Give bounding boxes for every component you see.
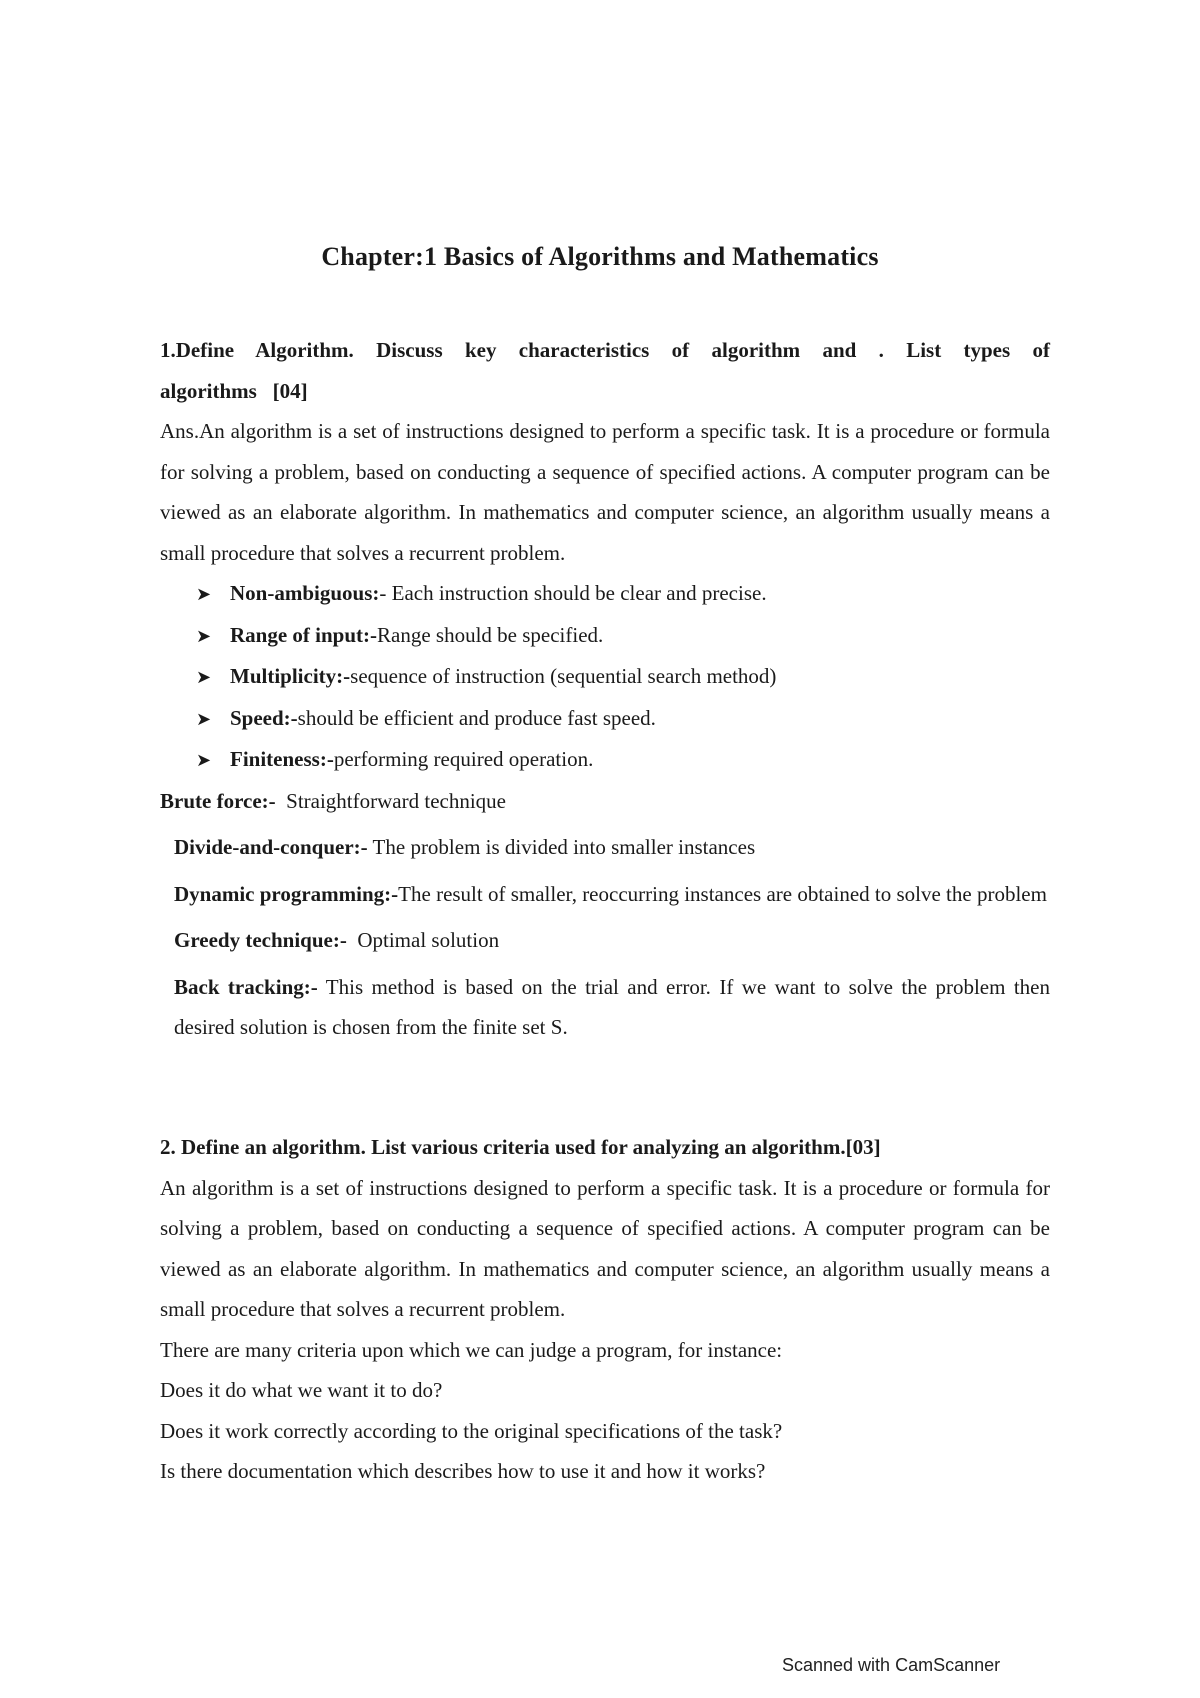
term: Brute force:- <box>160 788 276 813</box>
desc: The result of smaller, reoccurring instances are obtained to solve the problem <box>398 881 1047 906</box>
list-item <box>196 698 1050 740</box>
arrow-bullet-icon: ➤ <box>196 750 212 770</box>
type-dynamic-programming <box>160 874 1050 915</box>
q1-answer: Ans.An algorithm is a set of instructions designed to perform a specific task. It is a procedure or formula for solving a problem, based on conducting a sequence of specified actions. A computer program can be viewed as an elaborate algorithm. In mathematics and computer science, an algorithm usually means a small procedure that solves a recurrent problem. <box>160 419 1050 565</box>
list-item <box>196 656 1050 698</box>
q1-heading-line1: 1.Define Algorithm. Discuss key characteristics of algorithm and . List types of <box>160 338 1050 362</box>
term: Non-ambiguous: <box>230 581 380 605</box>
desc: The problem is divided into smaller instances <box>367 835 756 859</box>
desc: should be efficient and produce fast speed. <box>297 705 656 730</box>
arrow-bullet-icon: ➤ <box>196 667 212 687</box>
desc: This method is based on the trial and error. If we want to solve the problem then desired solution is chosen from the finite set S. <box>174 974 1051 1039</box>
q2-line: Is there documentation which describes how to use it and how it works? <box>160 1459 766 1483</box>
term: Back tracking:- <box>174 974 318 999</box>
term: Dynamic programming:- <box>174 881 399 906</box>
arrow-bullet-icon: ➤ <box>196 625 212 646</box>
desc: Range should be specified. <box>377 622 604 647</box>
type-back-tracking <box>160 967 1050 1048</box>
characteristics-list <box>160 573 1050 781</box>
q2-line: Does it work correctly according to the original specifications of the task? <box>160 1418 783 1443</box>
list-item <box>196 739 1050 781</box>
q1-heading-line2: algorithms [04] <box>160 378 308 403</box>
term: Speed:- <box>230 705 298 730</box>
q2-line: There are many criteria upon which we can judge a program, for instance: <box>160 1337 783 1362</box>
type-divide-and-conquer <box>160 827 1050 868</box>
q2-answer: An algorithm is a set of instructions designed to perform a specific task. It is a procedure or formula for solving a problem, based on conducting a sequence of specified actions. A computer program can be viewed as an elaborate algorithm. In mathematics and computer science, an algorithm usually means a small procedure that solves a recurrent problem. <box>160 1175 1050 1321</box>
desc: Optimal solution <box>346 928 500 952</box>
q2-line: Does it do what we want it to do? <box>160 1378 443 1402</box>
arrow-bullet-icon: ➤ <box>196 708 212 729</box>
desc: Straightforward technique <box>275 788 506 813</box>
question-2 <box>160 1127 1050 1492</box>
term: Finiteness:- <box>230 747 334 771</box>
term: Multiplicity:- <box>230 664 351 688</box>
chapter-title: Chapter:1 Basics of Algorithms and Mathematics <box>321 242 879 271</box>
term: Divide-and-conquer:- <box>174 835 368 859</box>
q2-heading: 2. Define an algorithm. List various criteria used for analyzing an algorithm.[03] <box>160 1135 881 1159</box>
type-brute-force <box>160 781 1050 822</box>
desc: performing required operation. <box>333 747 594 771</box>
desc: sequence of instruction (sequential search method) <box>350 664 777 688</box>
desc: - Each instruction should be clear and precise. <box>379 581 767 605</box>
question-1 <box>160 330 1050 1048</box>
list-item <box>196 615 1050 657</box>
list-item <box>196 573 1050 615</box>
scanner-watermark: Scanned with CamScanner <box>782 1655 1001 1675</box>
term: Range of input:- <box>230 622 378 647</box>
arrow-bullet-icon: ➤ <box>196 584 212 604</box>
term: Greedy technique:- <box>174 928 347 952</box>
type-greedy-technique <box>160 920 1050 961</box>
